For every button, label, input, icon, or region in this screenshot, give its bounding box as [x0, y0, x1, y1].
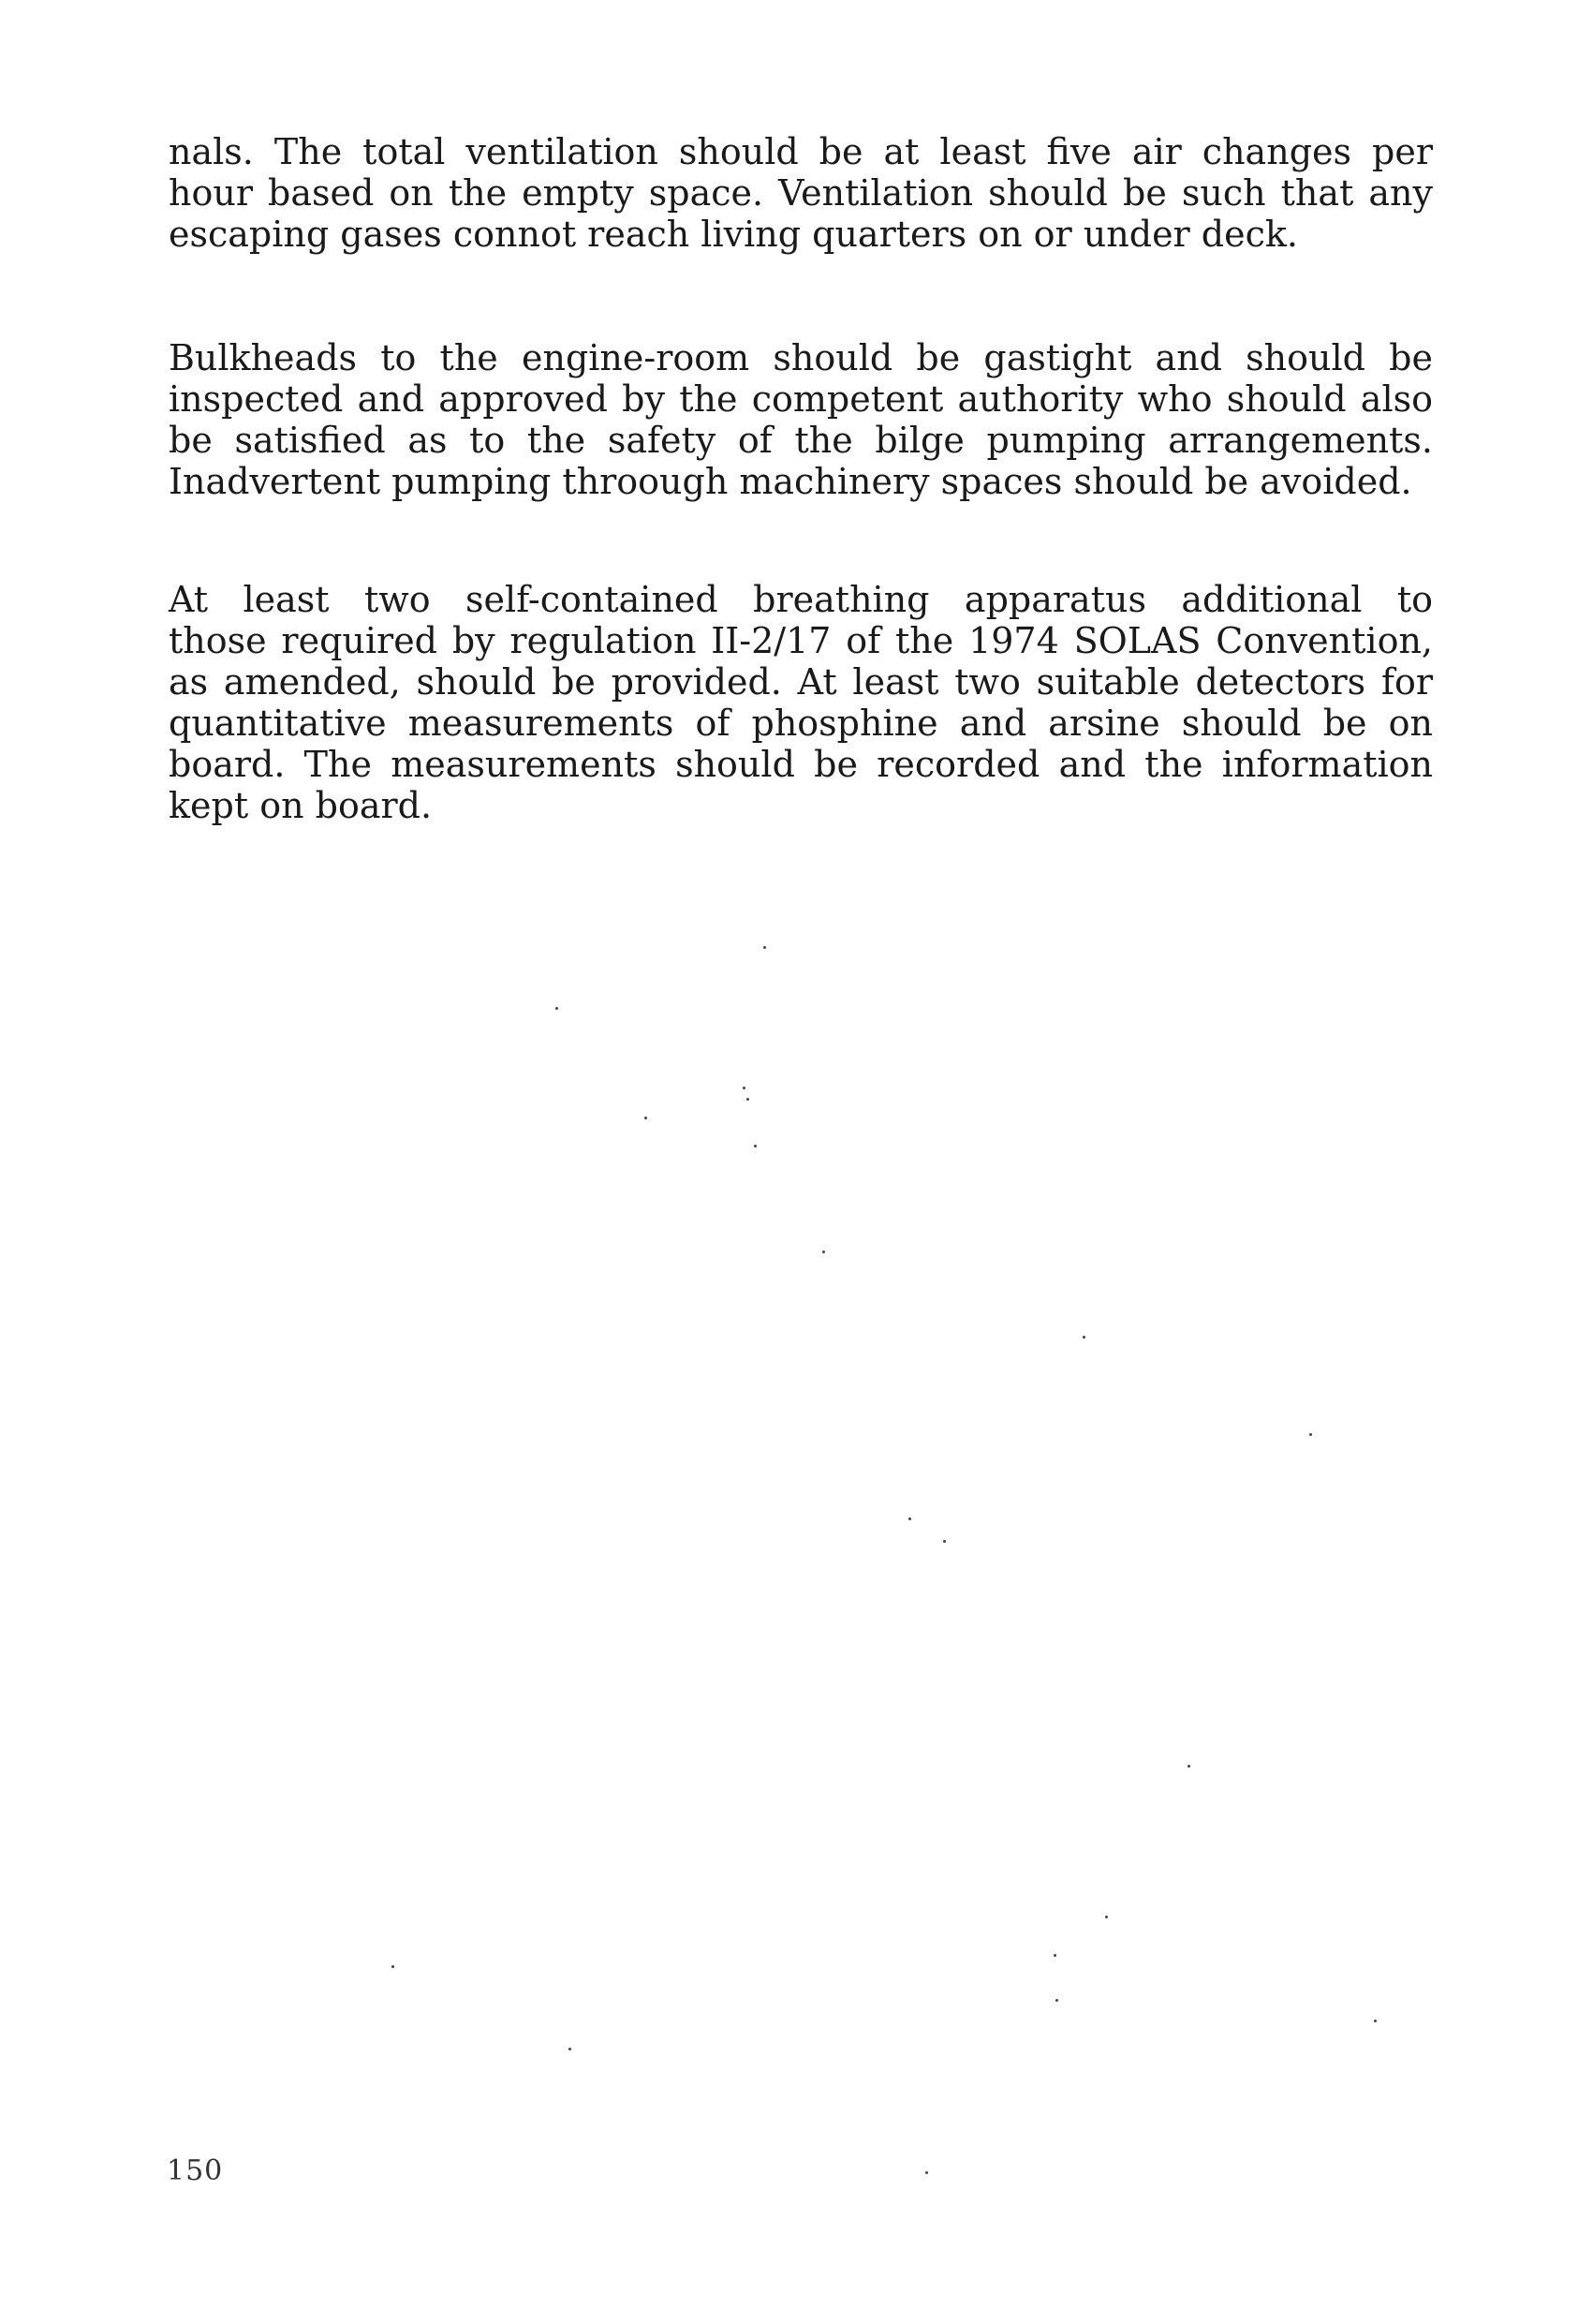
page-number: 150 — [167, 2154, 224, 2187]
scan-speck — [763, 946, 766, 949]
text-line: hour based on the empty space. Ventilation should be such that any — [169, 172, 1433, 214]
text-line: kept on board. — [169, 785, 433, 826]
text-line: as amended, should be provided. At least two suitable detectors for — [169, 661, 1433, 703]
text-line: inspected and approved by the competent authority who should also — [169, 378, 1433, 420]
scan-speck — [754, 1145, 757, 1147]
scan-speck — [391, 1965, 394, 1968]
scan-speck — [644, 1117, 647, 1119]
paragraph-ventilation — [169, 131, 1433, 255]
scan-speck — [1309, 1433, 1312, 1436]
scan-speck — [555, 1007, 558, 1010]
text-line: Inadvertent pumping throough machinery spaces should be avoided. — [169, 461, 1412, 502]
scan-speck — [746, 1098, 749, 1101]
scan-speck — [1083, 1336, 1085, 1339]
scan-speck — [1105, 1916, 1108, 1918]
paragraph-breathing-apparatus — [169, 579, 1433, 826]
text-line: escaping gases connot reach living quarters on or under deck. — [169, 214, 1298, 255]
text-line: At least two self-contained breathing apparatus additional to — [169, 579, 1433, 620]
text-line: those required by regulation II-2/17 of the 1974 SOLAS Convention, — [169, 620, 1433, 661]
scan-speck — [1187, 1765, 1190, 1768]
scan-speck — [925, 2171, 928, 2174]
text-line: be satisfied as to the safety of the bilge pumping arrangements. — [169, 420, 1433, 461]
text-line: nals. The total ventilation should be at least five air changes per — [169, 131, 1433, 172]
scan-speck — [908, 1517, 911, 1520]
text-line: quantitative measurements of phosphine and arsine should be on — [169, 703, 1433, 744]
scan-speck — [943, 1540, 946, 1543]
scan-speck — [1054, 1954, 1056, 1957]
paragraph-bulkheads — [169, 337, 1433, 502]
scan-speck — [1374, 2020, 1377, 2022]
scan-speck — [743, 1087, 745, 1089]
text-line: Bulkheads to the engine-room should be gastight and should be — [169, 337, 1433, 378]
text-line: board. The measurements should be recorded and the information — [169, 744, 1433, 785]
scan-speck — [568, 2048, 571, 2050]
scan-speck — [822, 1251, 825, 1253]
scan-speck — [1055, 1999, 1058, 2002]
